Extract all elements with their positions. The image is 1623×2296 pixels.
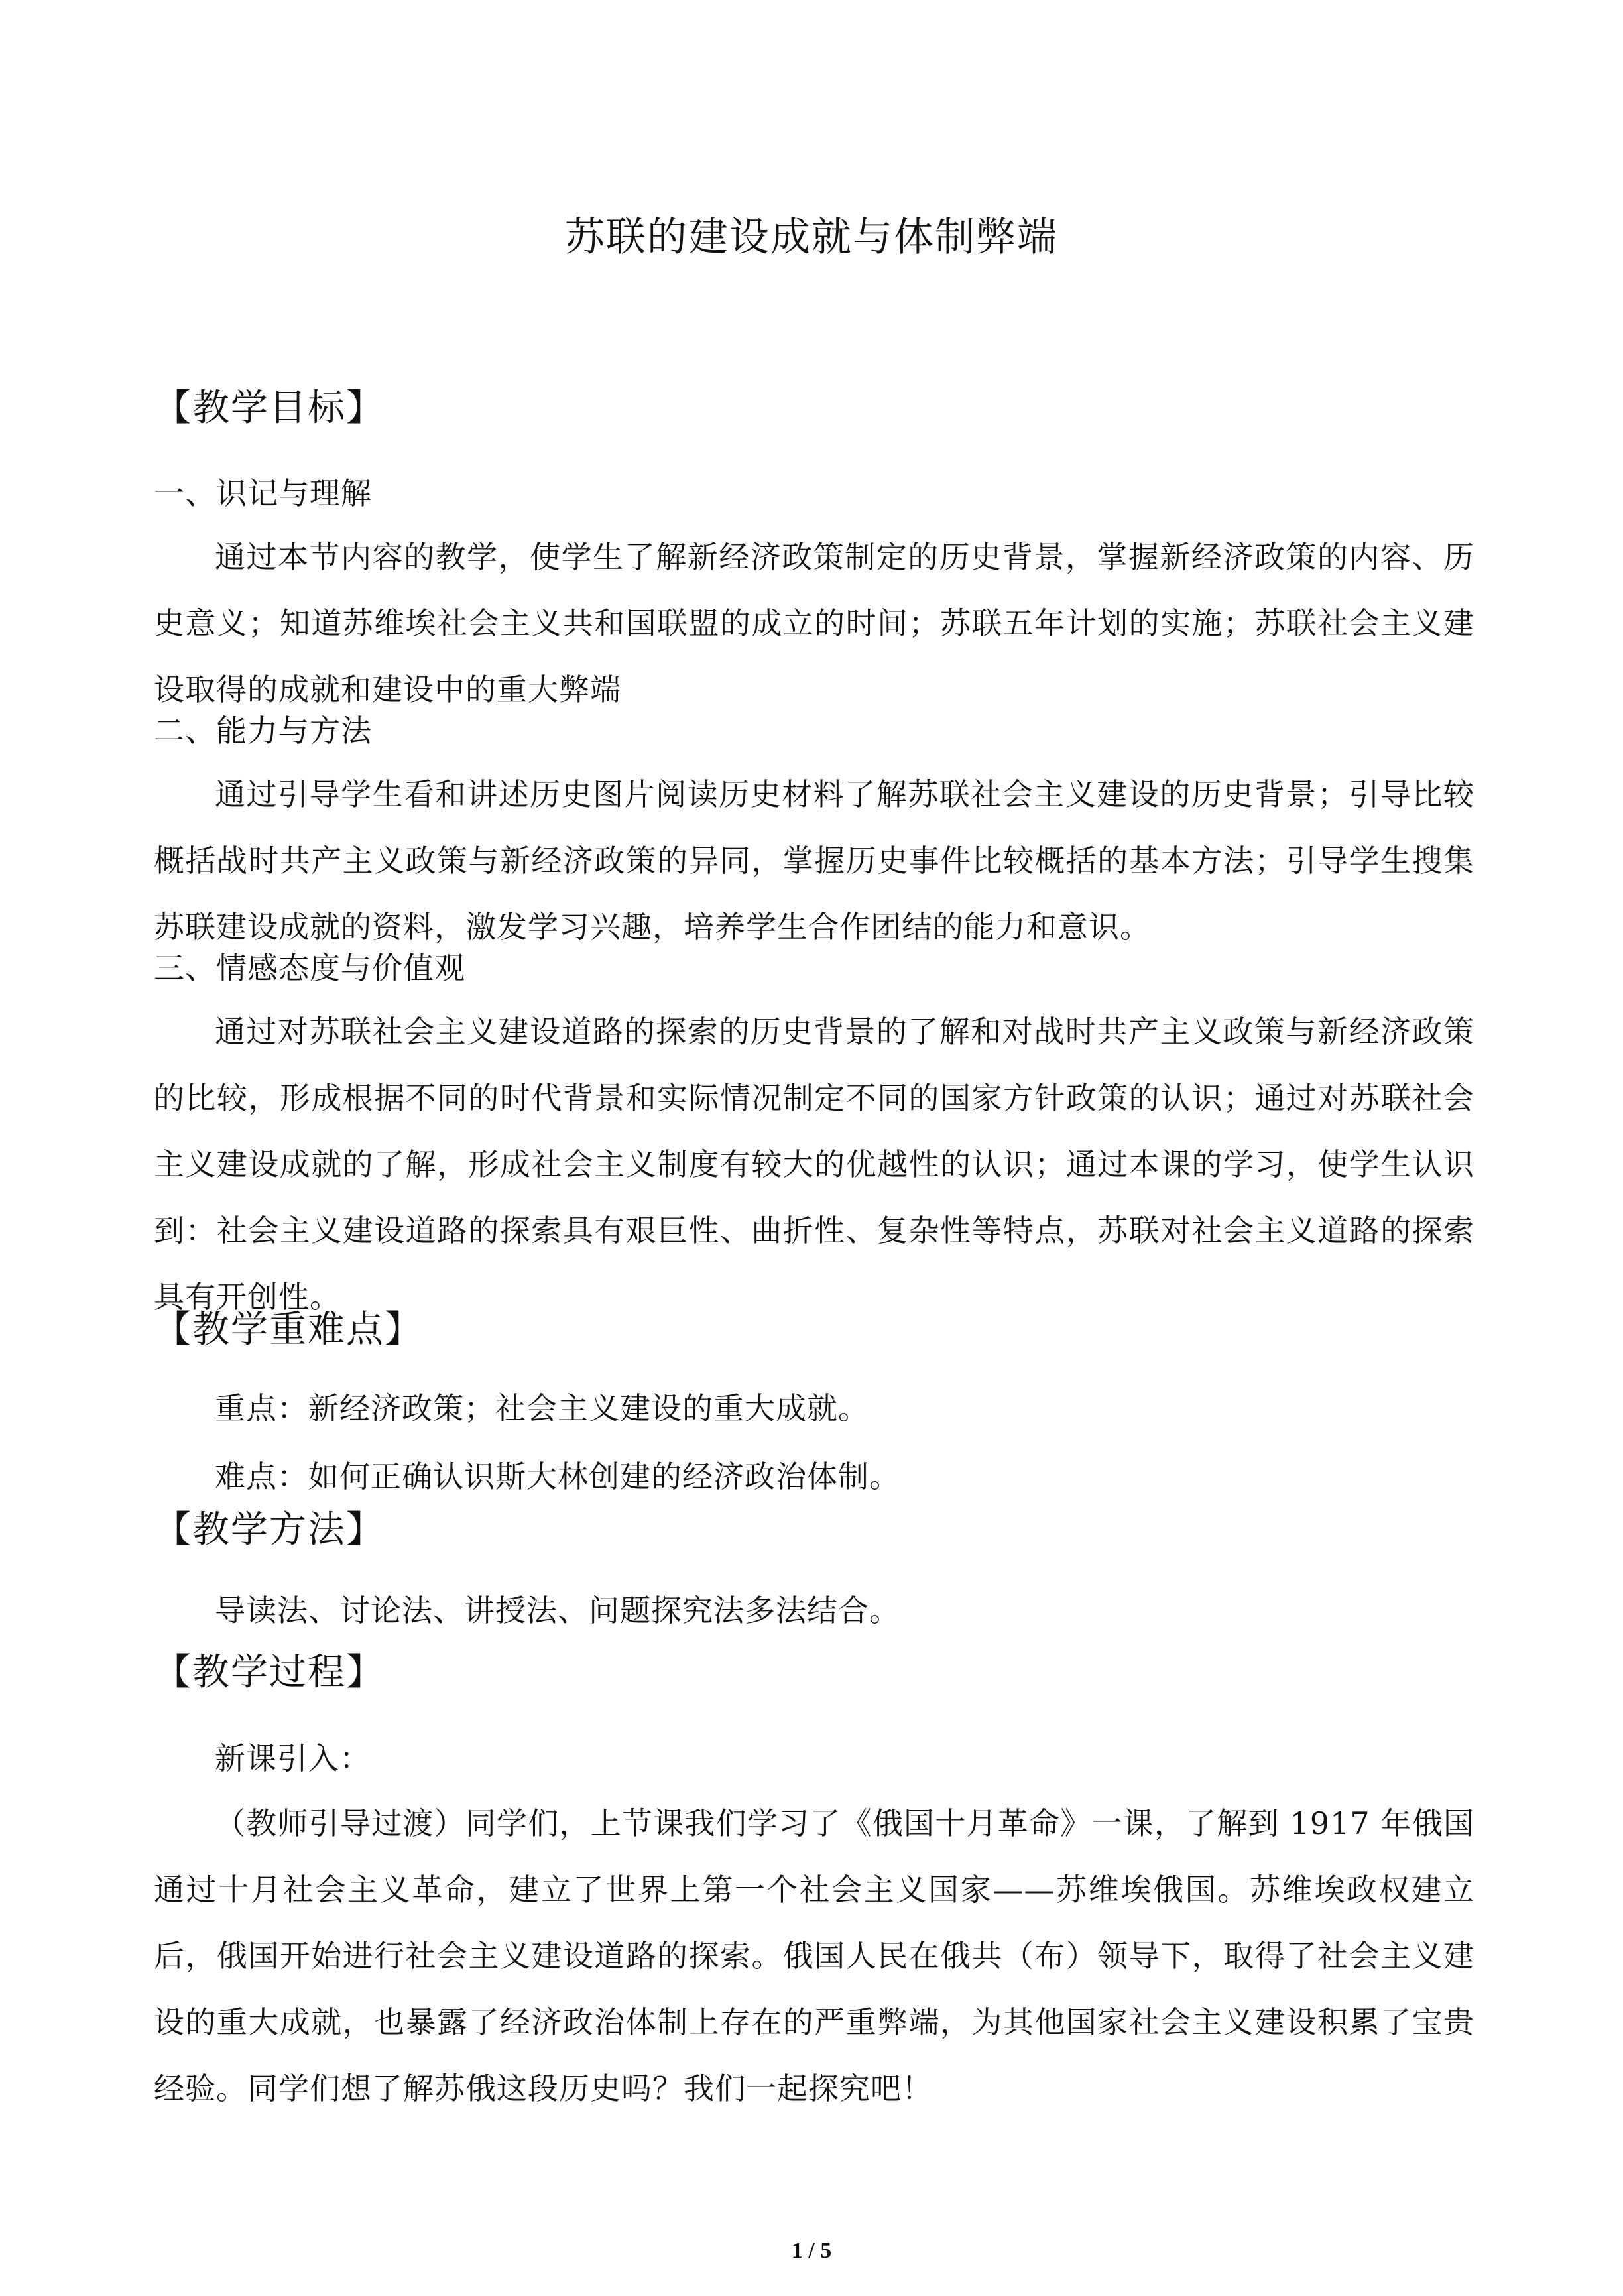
page-title: 苏联的建设成就与体制弊端 (565, 214, 1058, 261)
subheading-values: 三、情感态度与价值观 (154, 950, 465, 986)
heading-objectives: 【教学目标】 (154, 387, 385, 430)
key-point-difficulty: 难点：如何正确认识斯大林创建的经济政治体制。 (215, 1459, 900, 1494)
process-intro-label: 新课引入： (215, 1740, 371, 1776)
paragraph-knowledge: 通过本节内容的教学，使学生了解新经济政策制定的历史背景，掌握新经济政策的内容、历史意义；知道苏维埃社会主义共和国联盟的成立的时间；苏联五年计划的实施；苏联社会主义建设取得的成就和建设中的重大弊端 (154, 539, 1474, 707)
heading-methods: 【教学方法】 (154, 1508, 385, 1551)
subheading-knowledge: 一、识记与理解 (154, 475, 372, 511)
subheading-ability: 二、能力与方法 (154, 713, 372, 749)
key-point-focus: 重点：新经济政策；社会主义建设的重大成就。 (215, 1390, 869, 1426)
heading-process: 【教学过程】 (154, 1651, 385, 1694)
heading-key-points: 【教学重难点】 (154, 1308, 423, 1351)
paragraph-values: 通过对苏联社会主义建设道路的探索的历史背景的了解和对战时共产主义政策与新经济政策的比较，形成根据不同的时代背景和实际情况制定不同的国家方针政策的认识；通过对苏联社会主义建设成就的了解，形成社会主义制度有较大的优越性的认识；通过本课的学习，使学生认识到：社会主义建设道路的探索具有艰巨性、曲折性、复杂性等特点，苏联对社会主义道路的探索具有开创性。 (154, 1014, 1474, 1315)
paragraph-ability: 通过引导学生看和讲述历史图片阅读历史材料了解苏联社会主义建设的历史背景；引导比较概括战时共产主义政策与新经济政策的异同，掌握历史事件比较概括的基本方法；引导学生搜集苏联建设成就的资料，激发学习兴趣，培养学生合作团结的能力和意识。 (154, 776, 1474, 945)
page-number: 1 / 5 (791, 2238, 832, 2263)
paragraph-process-intro: （教师引导过渡）同学们，上节课我们学习了《俄国十月革命》一课，了解到 1917 年俄国通过十月社会主义革命，建立了世界上第一个社会主义国家——苏维埃俄国。苏维埃政权建立后，俄国开始进行社会主义建设道路的探索。俄国人民在俄共（布）领导下，取得了社会主义建设的重大成就，也暴露了经济政治体制上存在的严重弊端，为其他国家社会主义建设积累了宝贵经验。同学们想了解苏俄这段历史吗？我们一起探究吧！ (154, 1805, 1474, 2106)
methods-text: 导读法、讨论法、讲授法、问题探究法多法结合。 (215, 1593, 900, 1628)
